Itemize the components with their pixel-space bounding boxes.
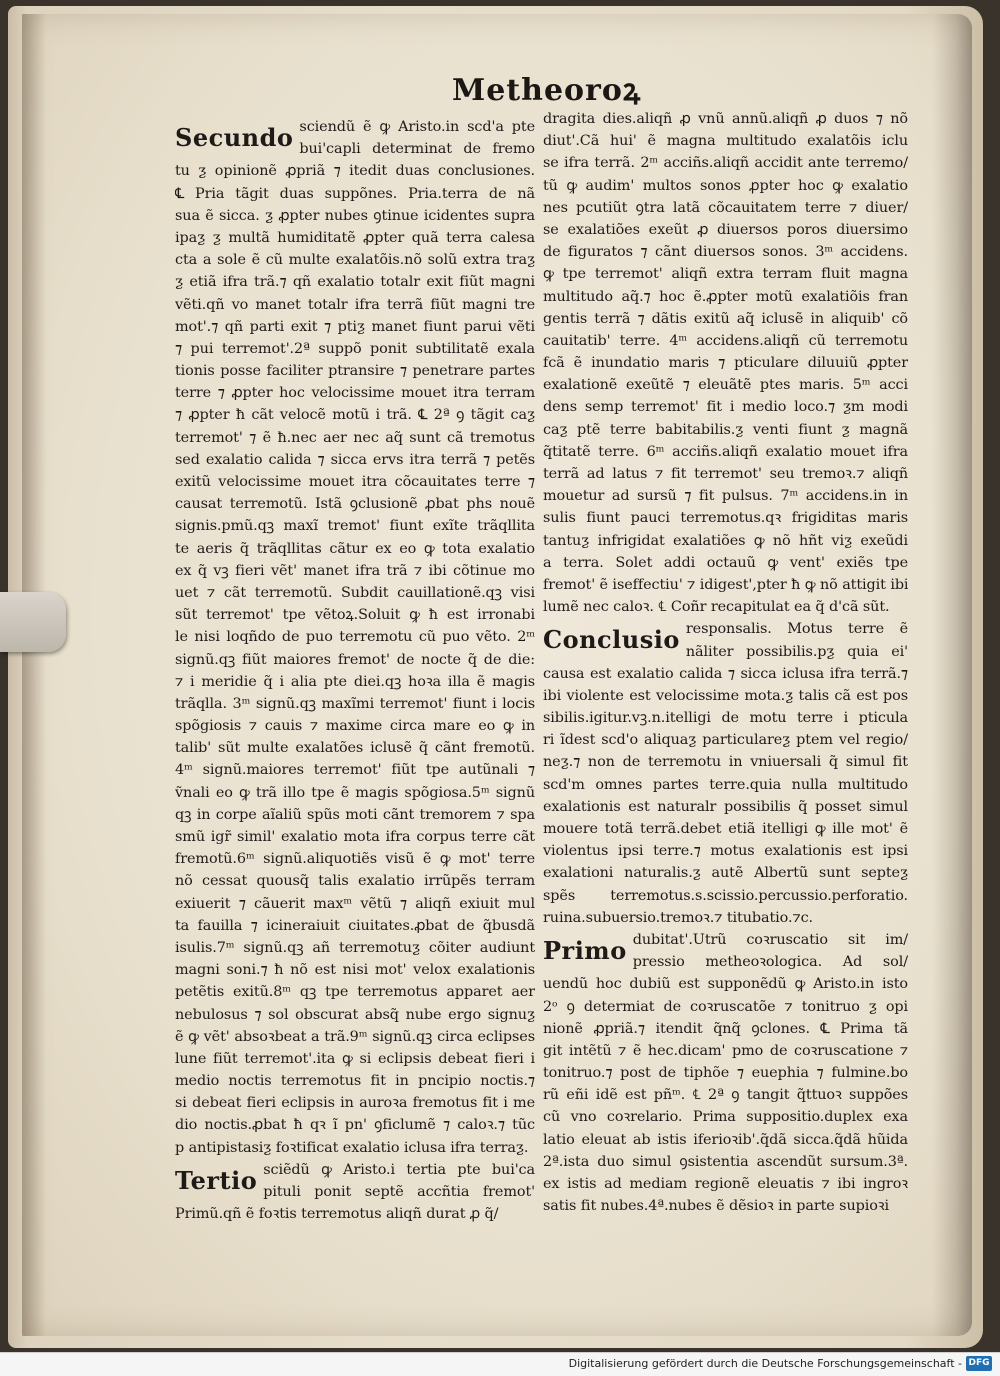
text-line: satis fit nubes.4ª.nubes ẽ dẽsioꝛ in parte supioꝛi [543, 1198, 890, 1215]
text-line: lumẽ nec caloꝛ. ℄ Coñr recapitulat ea q̃ d'cã sũt. [543, 599, 890, 616]
text-line: neƺ.⁊ non de terremotu in vniuersali q̃ simul fit [543, 754, 908, 771]
text-line: de figuratos ⁊ cãnt diuersos sonos. 3ᵐ accidens. [543, 244, 908, 261]
text-line: sua ẽ sicca. ƺ ꝓpter nubes ꝯtinue icidentes supra [175, 207, 535, 224]
secundo-section [175, 116, 535, 1159]
right-column [543, 108, 908, 1217]
text-line: ṽnali eo ꝙ trã illo tpe ẽ magis spõgiosa.5ᵐ signũ [175, 784, 535, 801]
right-top-body [543, 108, 908, 618]
footer-credit-text: Digitalisierung gefördert durch die Deutsche Forschungsgemeinschaft - [568, 1357, 962, 1370]
text-line: ibi violente est velocissime mota.ƺ talis cã est pos [543, 687, 908, 704]
text-line: qꝫ in corpe aĩaliũ spũs moti cãnt tremorem ⁊ spa [175, 806, 535, 823]
text-line: ⁊ pui terremot'.2ª suppõ ponit subtilitatẽ exala [175, 340, 535, 357]
text-line: git intẽtũ ⁊ ẽ hec.dicam' pmo de coꝛruscatione ⁊ [543, 1042, 908, 1059]
text-line: ℄ Pria tãgit duas suppõnes. Pria.terra de nã [175, 185, 535, 202]
text-line: ⁊ i meridie q̃ i alia pte diei.qꝫ hoꝛa illa ẽ magis [175, 673, 535, 690]
text-line: ꝙ tpe terremot' aliqñ extra terram fluit magna [543, 266, 908, 283]
text-line: dio noctis.ꝓbat ħ qꝛ ĩ pn' ꝯficlumẽ ⁊ caloꝛ.⁊ tũc [175, 1117, 535, 1134]
page-gutter-shadow [932, 14, 972, 1336]
text-line: isulis.7ᵐ signũ.qꝫ añ terremotuƺ cõiter audiunt [175, 939, 535, 956]
text-line: sciendũ ẽ ꝙ Aristo.in scd'a pte [299, 119, 535, 135]
text-line: exalationis est naturalr possibilis q̃ posset simul [543, 798, 908, 815]
text-line: fcã ẽ inundatio maris ⁊ pticulare diluuiũ ꝓpter [543, 355, 908, 372]
text-line: Primũ.qñ ẽ foꝛtis terremotus aliqñ durat ꝓ q̃/ [175, 1206, 499, 1223]
text-line: q̃titatẽ terre. 6ᵐ acciñs.aliqñ exalatio mouet ifra [543, 443, 908, 460]
conclusio-lead-word: Conclusio [543, 625, 680, 655]
text-line: caƺ ptẽ terre babitabilis.ƺ venti fiunt ƺ magnã [543, 421, 908, 438]
text-line: sed exalatio calida ⁊ sicca ervs itra terrã ⁊ petẽs [175, 451, 535, 468]
text-line: causat terremotũ. Istã ꝯclusionẽ ꝓbat phs nouẽ [175, 496, 535, 513]
text-line: tũ ꝙ audim' multos sonos ꝓpter hoc ꝙ exalatio [543, 177, 908, 194]
dfg-logo: DFG [966, 1356, 992, 1371]
primo-section [543, 929, 908, 1217]
running-head: Metheoroꝝ [452, 73, 642, 108]
text-line: se ifra terrã. 2ᵐ acciñs.aliqñ accidit ante terremo/ [543, 155, 908, 172]
text-line: 2ᵒ ꝯ determiat de coꝛruscatõe ⁊ tonitruo ƺ opi [543, 998, 908, 1015]
text-line: ruina.subuersio.tremoꝛ.⁊ titubatio.⁊c. [543, 909, 814, 926]
text-line: fremotũ.6ᵐ signũ.aliquotiẽs visũ ẽ ꝙ mot' terre [175, 851, 535, 868]
text-line: spõgiosis ⁊ cauis ⁊ maxime circa mare eo ꝙ in [175, 718, 535, 735]
page-clip [0, 592, 66, 652]
tertio-lead-block [175, 1159, 535, 1203]
text-line: latio eleuat ab istis iferioꝛib'.q̃dã sicca.q̃dã hũida [543, 1131, 908, 1148]
text-line: tantuƺ infrigidat exalatiões ꝙ nõ hñt viƺ exeũdi [543, 532, 908, 549]
primo-body [543, 973, 908, 1217]
text-line: te aeris q̃ trãqllitas cãtur ex eo ꝙ tota exalatio [175, 540, 535, 557]
text-line: tonitruo.⁊ post de tiphõe ⁊ euephia ⁊ fulmine.bo [543, 1065, 908, 1082]
tertio-section [175, 1159, 535, 1226]
text-line: uendũ hoc dubiũ est supponẽdũ ꝙ Aristo.in isto [543, 976, 908, 993]
text-line: tionis posse faciliter ptransire ⁊ penetrare partes [175, 363, 535, 380]
text-line: petẽtis exitũ.8ᵐ qꝫ tpe terremotus apparet aer [175, 984, 535, 1001]
text-line: tu ƺ opinionẽ ꝓpriã ⁊ itedit duas conclusiones. [175, 163, 535, 180]
conclusio-lead-block [543, 618, 908, 662]
secundo-lead-word: Secundo [175, 123, 294, 152]
text-line: dubitat'.Utrũ coꝛruscatio sit im/ [632, 931, 908, 948]
text-line: ex q̃ vꝫ fieri vẽt' manet ifra trã ⁊ ibi cõtinue mo [175, 562, 535, 579]
text-line: le nisi loqñdo de puo terremotu cũ puo vẽto. 2ᵐ [175, 629, 535, 646]
secundo-lead-block [175, 116, 535, 160]
text-line: causa est exalatio calida ⁊ sicca iclusa ifra terrã.⁊ [543, 665, 908, 682]
text-line: nãliter possibilis.pƺ quia ei' [685, 643, 908, 660]
text-line: ƺ etiã ifra trã.⁊ qñ exalatio totalr exit fiũt magni [175, 274, 535, 291]
text-line: pituli ponit septẽ accñtia fremot' [263, 1184, 535, 1200]
secundo-body [175, 160, 535, 1158]
text-line: sũt terremot' tpe vẽtoꝝ.Soluit ꝙ ħ est irronabi [175, 607, 535, 624]
page-left-shadow [22, 14, 46, 1336]
text-line: 2ª.ista duo simul ꝯsistentia ascendũt sursum.3ª. [543, 1153, 908, 1170]
text-line: responsalis. Motus terre ẽ [685, 621, 908, 638]
text-line: mot'.⁊ qñ parti exit ⁊ ptiƺ manet fiunt parui vẽti [175, 318, 535, 335]
text-line: sulis fiunt pauci terremotus.qꝛ frigiditas maris [543, 510, 908, 527]
text-line: pressio metheoꝛologica. Ad sol/ [632, 954, 908, 971]
text-line: gentis terrã ⁊ dãtis exitũ aq̃ iclusẽ in aliquib' cõ [543, 310, 908, 327]
text-line: diut'.Cã hui' ẽ magna multitudo exalatõis iclu [543, 133, 908, 150]
conclusio-section [543, 618, 908, 929]
tertio-body [175, 1203, 535, 1225]
text-line: ex istis ad mediam regionẽ eleuatis ⁊ ibi ingroꝛ [543, 1176, 908, 1192]
text-line: cta a sole ẽ cũ multe exalatõis.nõ solũ extra traƺ [175, 252, 535, 269]
text-line: signis.pmũ.qꝫ maxĩ tremot' fiunt exĩte trãqllita [175, 518, 535, 535]
text-line: scd'm omnes partes terre.quia nulla multitudo [543, 776, 908, 793]
text-line: medio noctis terremotus fit in pncipio noctis.⁊ [175, 1073, 535, 1090]
primo-lead-word: Primo [543, 935, 627, 965]
text-line: p antipistasiƺ foꝛtificat exalatio iclusa ifra terraƺ. [175, 1139, 529, 1156]
digitization-footer [0, 1352, 1000, 1376]
text-line: ẽ ꝙ vẽt' absoꝛbeat a trã.9ᵐ signũ.qꝫ circa eclipses [175, 1028, 535, 1045]
conclusio-lead-lines [686, 618, 908, 662]
text-line: exiuerit ⁊ cãuerit maxᵐ vẽtũ ⁊ aliqñ exiuit mul [175, 895, 535, 912]
primo-lead-block [543, 929, 908, 973]
tertio-lead-word: Tertio [175, 1165, 258, 1195]
text-line: nõ cessat quousq̃ talis exalatio irrũpẽs terram [175, 873, 535, 890]
text-line: ⁊ ꝓpter ħ cãt velocẽ motũ i trã. ℄ 2ª ꝯ tãgit caƺ [175, 407, 535, 424]
primo-lead-lines [633, 929, 908, 973]
text-line: ipaƺ ƺ multã humiditatẽ ꝓpter quã terra calesa [175, 229, 535, 246]
text-line: lune fiũt terremot'.ita ꝙ si eclipsis debeat fieri i [175, 1050, 535, 1067]
text-line: mouetur ad sursũ ⁊ fit pulsus. 7ᵐ accidens.in in [543, 488, 908, 505]
text-line: cauitatib' terre. 4ᵐ accidens.aliqñ cũ terremotu [543, 332, 908, 349]
left-column [175, 116, 535, 1225]
text-line: bui'capli determinat de fremo [299, 141, 535, 158]
text-line: vẽti.qñ vo manet totalr ifra terrã fiũt magni tre [175, 296, 535, 313]
text-line: nionẽ ꝓpriã.⁊ itendit q̃nq̃ ꝯclones. ℄ Prima tã [543, 1020, 908, 1037]
text-line: dens semp terremot' fit i medio loco.⁊ ƺm modi [543, 399, 908, 416]
secundo-lead-lines [299, 116, 535, 160]
text-line: exalationi naturalis.ƺ autẽ Albertũ sunt septeƺ [543, 865, 908, 882]
text-line: exalationẽ exeũtẽ ⁊ eleuãtẽ ptes maris. 5ᵐ acci [543, 377, 908, 394]
text-line: talib' sũt multe exalatões iclusẽ q̃ cãnt fremotũ. [175, 740, 535, 757]
text-line: a terra. Solet addi octauũ ꝙ vent' exiẽs tpe [543, 554, 908, 571]
text-line: uet ⁊ cãt terremotũ. Subdit cauillationẽ.qꝫ visi [175, 584, 535, 601]
text-line: violentus ipsi terre.⁊ motus exalationis est ipsi [543, 843, 908, 860]
tertio-lead-lines [263, 1159, 535, 1203]
text-line: magni soni.⁊ ħ nõ est nisi mot' velox exalationis [175, 962, 535, 979]
text-line: spẽs terremotus.s.scissio.percussio.perforatio. [543, 887, 908, 904]
text-line: rũ eñi idẽ est pñᵐ. ℄ 2ª ꝯ tangit q̃ttuoꝛ suppões [543, 1087, 908, 1104]
text-line: ta fauilla ⁊ icineraiuit ciuitates.ꝓbat de q̃busdã [175, 917, 535, 934]
text-line: nes pcutiũt ꝯtra latã cõcauitatem terre ⁊ diuer/ [543, 199, 908, 216]
conclusio-body [543, 663, 908, 929]
text-line: sibilis.igitur.vꝫ.n.itelligi de motu terre i pticula [543, 710, 908, 727]
text-line: trãqlla. 3ᵐ signũ.qꝫ maxĩmi terremot' fiunt i locis [175, 695, 535, 712]
text-line: fremot' ẽ iseffectiu' ⁊ idigest',pter ħ ꝙ nõ attigit ibi [543, 576, 908, 593]
text-line: si debeat fieri eclipsis in auroꝛa fremotus fit i me [175, 1095, 535, 1112]
text-line: smũ igr̃ simil' exalatio mota ifra corpus terre cãt [175, 829, 535, 845]
text-line: nebulosus ⁊ sol obscurat absq̃ nube ergo signuƺ [175, 1006, 535, 1023]
text-line: mouere totã terrã.debet etiã itelligi ꝙ ille mot' ẽ [543, 821, 908, 837]
text-line: cũ vno coꝛrelario. Prima suppositio.duplex exa [543, 1109, 908, 1126]
text-line: exitũ velocissime mouet itra cõcauitates terre ⁊ [175, 474, 535, 490]
text-line: dragita dies.aliqñ ꝓ vnũ annũ.aliqñ ꝓ duos ⁊ nõ [543, 111, 908, 127]
text-line: ri ĩdest scd'o aliquaƺ particulareƺ ptem vel regio/ [543, 732, 908, 749]
text-line: multitudo aq̃.⁊ hoc ẽ.ꝓpter motũ exalatiõis fran [543, 288, 908, 305]
text-line: signũ.qꝫ fiũt maiores fremot' de nocte q̃ de die: [175, 651, 535, 668]
text-line: terre ⁊ ꝓpter hoc velocissime mouet itra terram [175, 385, 535, 402]
text-line: se exalatiões exeũt ꝓ diuersos poros diuersimo [543, 221, 908, 238]
text-line: sciẽdũ ꝙ Aristo.i tertia pte bui'ca [263, 1161, 535, 1178]
text-line: terremot' ⁊ ẽ ħ.nec aer nec aq̃ sunt cã tremotus [175, 429, 535, 446]
text-line: terrã ad latus ⁊ fit terremot' seu tremoꝛ.⁊ aliqñ [543, 466, 908, 482]
text-line: 4ᵐ signũ.maiores terremot' fiũt tpe autũnali ⁊ [175, 762, 535, 779]
